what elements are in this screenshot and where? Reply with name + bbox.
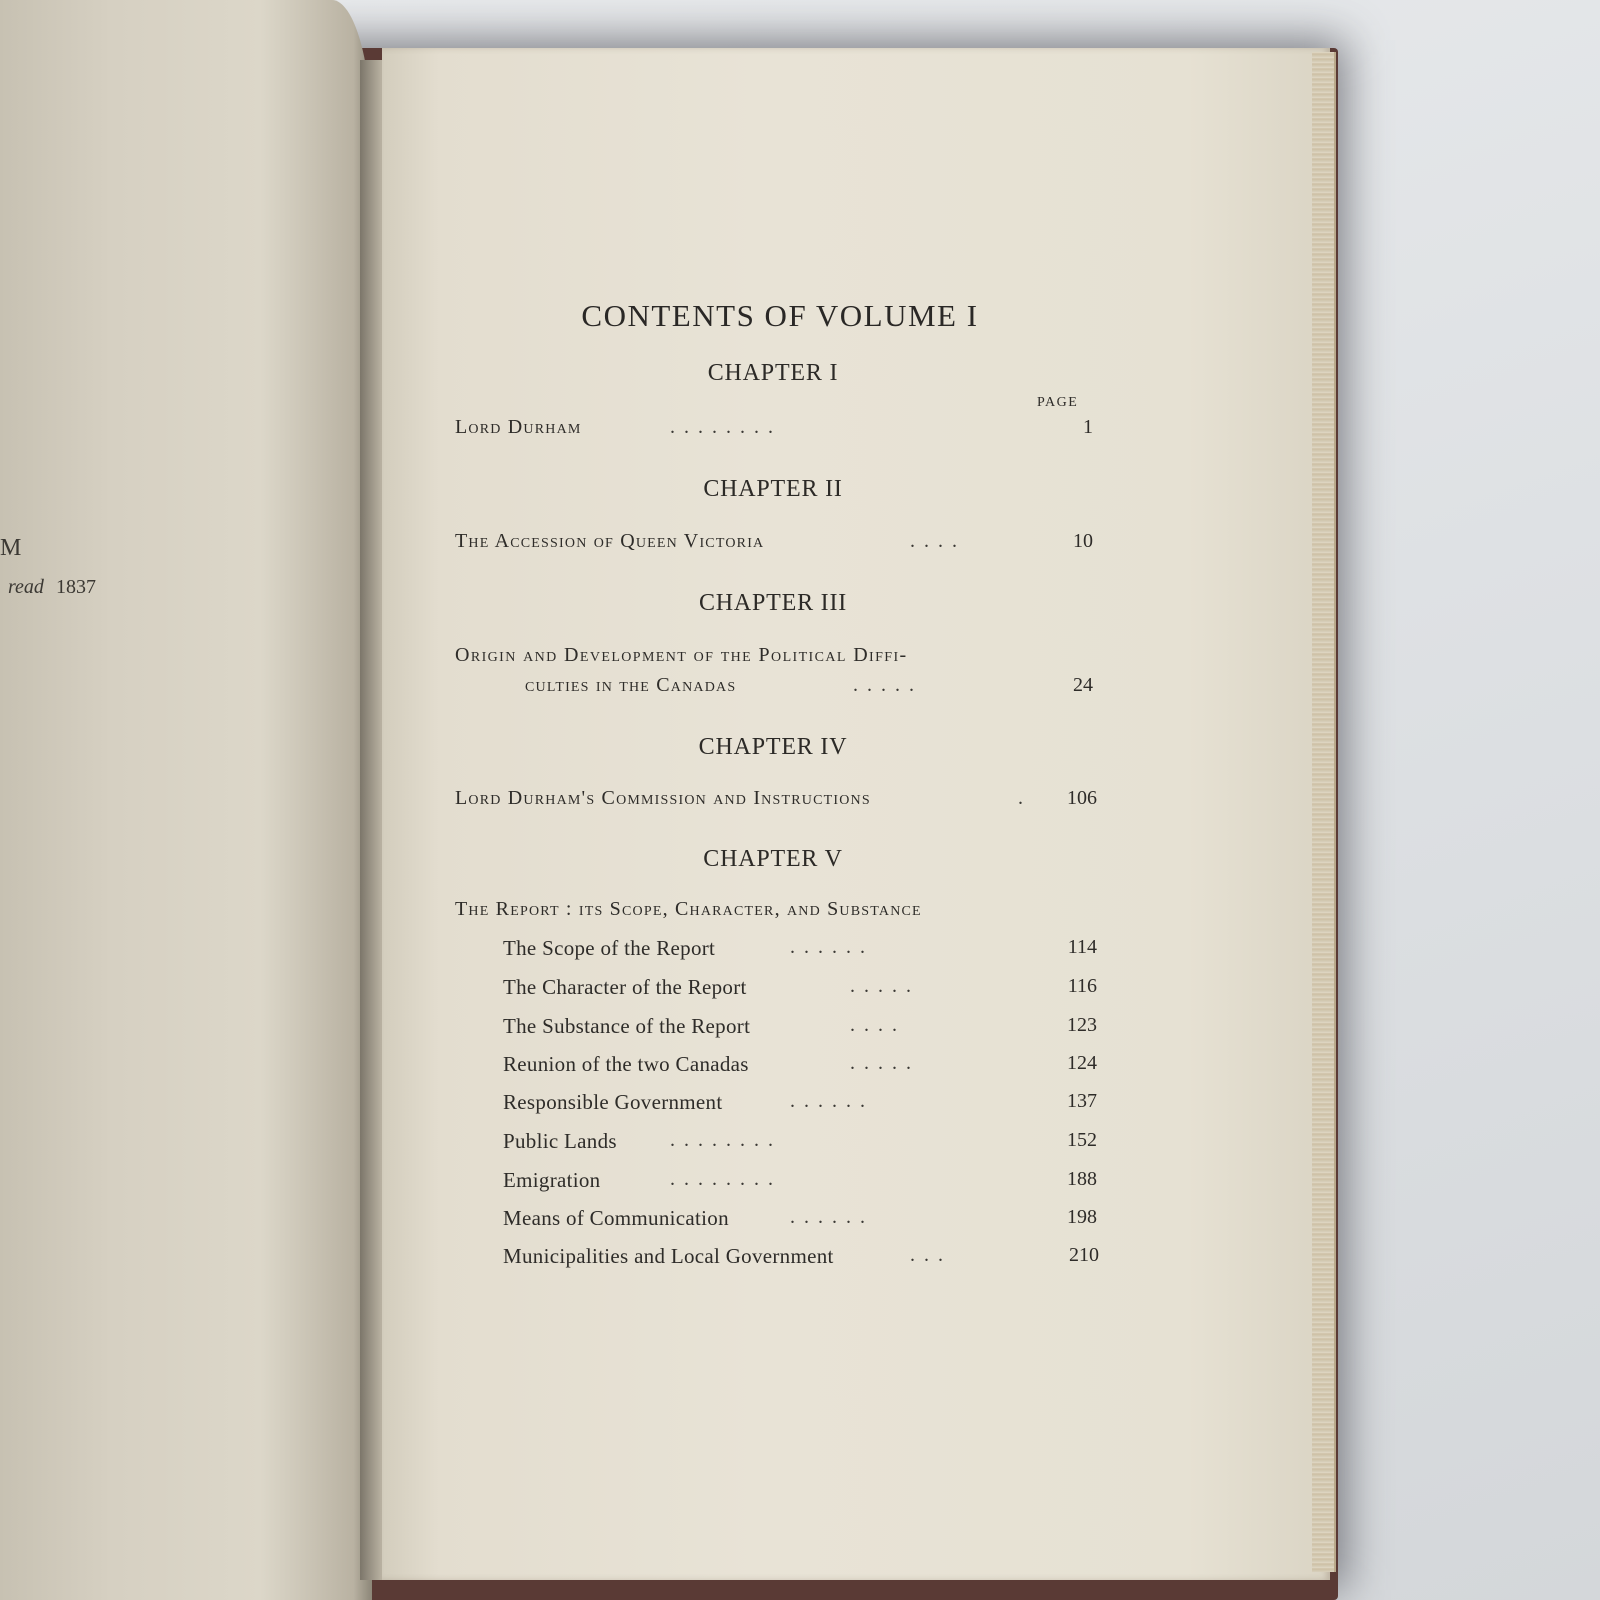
left-page-fragment-year: 1837 [56,576,96,598]
left-page-fragment-letter: M [0,535,22,561]
toc-entry-page: 137 [1067,1090,1097,1112]
toc-entry-page: 188 [1067,1168,1097,1190]
toc-entry-leader: . . . . [850,1014,899,1036]
page-edge [1312,52,1336,1572]
toc-entry-leader: . . . . . . . . [670,1129,775,1151]
toc-entry [455,416,1093,444]
toc-entry-title: culties in the Canadas [525,674,737,696]
toc-entry-leader: . . . . . . [790,1206,867,1228]
left-page-fragment-italic: read [8,576,44,598]
toc-subentry-title: Reunion of the two Canadas [503,1052,749,1076]
contents-title: CONTENTS OF VOLUME I [581,298,979,333]
toc-entry-page: 116 [1067,975,1097,997]
toc-entry-page: 124 [1067,1052,1097,1074]
toc-subentry [455,1014,1097,1042]
chapter-heading: CHAPTER I [707,360,839,386]
toc-entry [455,787,1097,815]
chapter-heading: CHAPTER II [703,476,843,502]
toc-subentry [455,1244,1099,1272]
toc-subentry [455,1206,1097,1234]
toc-entry-page: 198 [1067,1206,1097,1228]
toc-entry-leader: . . . [910,1244,945,1266]
toc-subentry [455,975,1097,1003]
toc-entry-leader: . . . . . . [790,1090,867,1112]
toc-entry [455,674,1093,702]
toc-subentry [455,1090,1097,1118]
toc-subentry-title: The Character of the Report [503,975,747,999]
toc-subentry-title: The Scope of the Report [503,936,716,960]
table-of-contents [455,0,1105,1600]
toc-entry-leader: . . . . . . [790,936,867,958]
toc-entry-leader: . [1018,787,1025,809]
toc-subentry [455,1052,1097,1080]
toc-entry-leader: . . . . . . . . [670,416,775,438]
toc-entry-page: 106 [1067,787,1097,809]
toc-entry-leader: . . . . . [853,674,916,696]
toc-entry-page: 1 [1083,416,1093,438]
toc-entry-page: 24 [1073,674,1093,696]
toc-entry-leader: . . . . . . . . [670,1168,775,1190]
toc-subentry-title: Means of Communication [503,1206,729,1230]
toc-entry-title: Lord Durham [455,416,582,438]
toc-entry-title: Origin and Development of the Political Diffi- [455,644,908,666]
toc-entry-title: The Accession of Queen Victoria [455,530,765,552]
toc-entry-title: The Report : its Scope, Character, and Substance [455,898,922,920]
toc-subentry-title: Public Lands [503,1129,617,1153]
toc-entry-leader: . . . . [910,530,959,552]
toc-entry-leader: . . . . . [850,975,913,997]
toc-entry-page: 123 [1067,1014,1097,1036]
toc-subentry-title: Municipalities and Local Government [503,1244,834,1268]
toc-subentry-title: Responsible Government [503,1090,723,1114]
toc-entry-page: 114 [1067,936,1097,958]
page-column-label: PAGE [1037,395,1079,410]
toc-entry-leader: . . . . . [850,1052,913,1074]
toc-subentry-title: The Substance of the Report [503,1014,751,1038]
toc-entry-title: Lord Durham's Commission and Instructions [455,787,871,809]
chapter-heading: CHAPTER IV [698,734,848,760]
toc-entry-page: 152 [1067,1129,1097,1151]
toc-subentry [455,1129,1097,1157]
toc-entry [455,530,1093,558]
toc-subentry [455,936,1097,964]
toc-entry-page: 210 [1069,1244,1099,1266]
toc-entry [455,644,1093,672]
left-page [0,0,372,1600]
toc-subentry-title: Emigration [503,1168,601,1192]
chapter-heading: CHAPTER III [698,590,848,616]
toc-entry [455,898,1097,926]
toc-entry-page: 10 [1073,530,1093,552]
chapter-heading: CHAPTER V [703,846,843,872]
toc-subentry [455,1168,1097,1196]
